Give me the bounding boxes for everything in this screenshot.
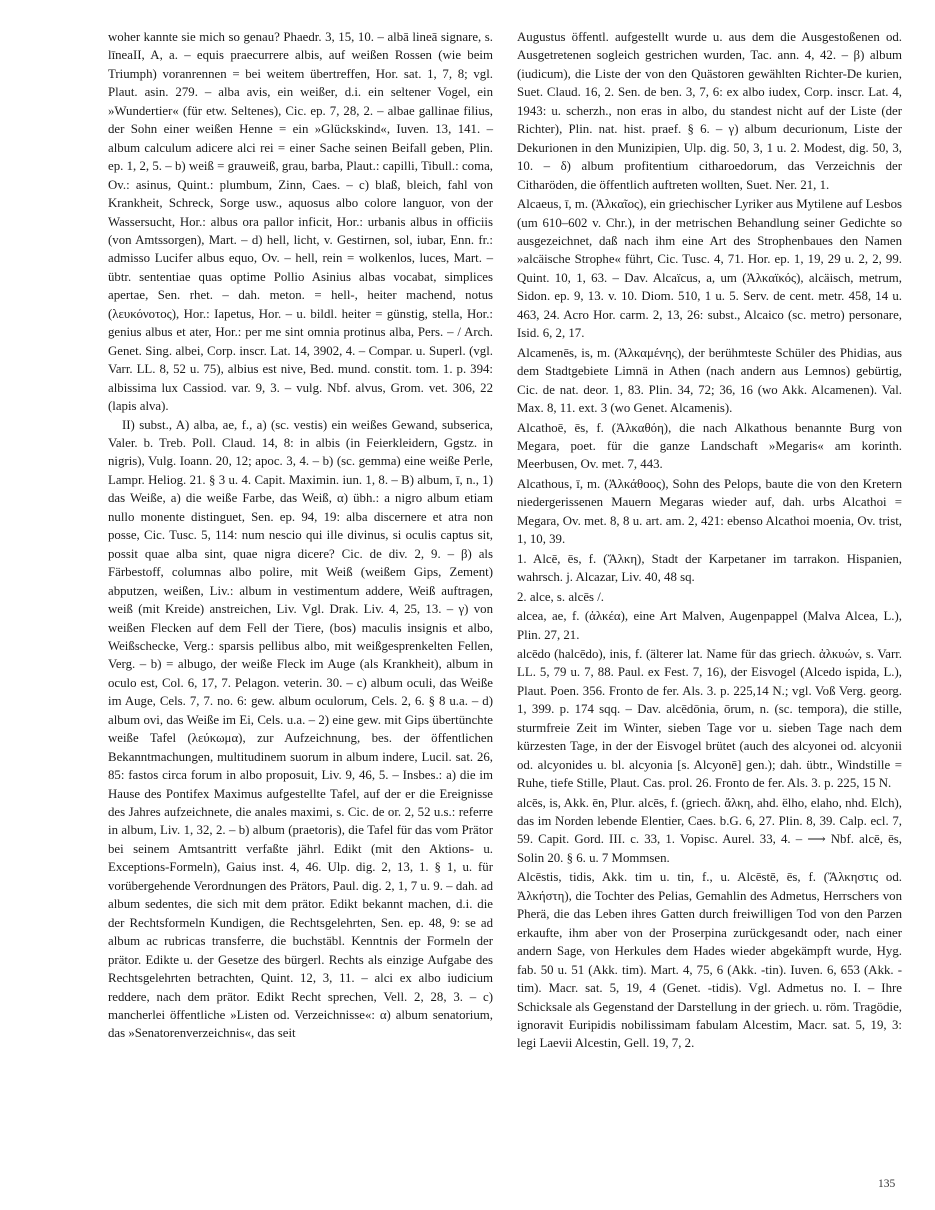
entry-continuation: Augustus öffentl. aufgestellt wurde u. aus dem die Ausgestoßenen od. Ausgetretenen sogleich gestrichen wurden, Tac. ann. 4, 42. – β) album (iudicum), die Liste der von den Quästoren gewählten Richter-De kurien, Suet. Claud. 16, 2. Sen. de ben. 3, 7, 6: ex albo iudex, Corp. inscr. Lat. 4, 1943: u. scherzh., non eras in albo, du standest nicht auf der Liste (der Richter), Plin. nat. hist. praef. § 6. – γ) album decurionum, Liste der Dekurionen in den Munizipien, Ulp. dig. 50, 3, 1 u. 2. Modest, dig. 50, 3, 10. – δ) album profitentium citharoedorum, das Verzeichnis der Citharöden, die öffentlich auftreten wollten, Suet. Ner. 21, 1. (517, 30, 902, 192)
entry-continuation: woher kannte sie mich so genau? Phaedr. 3, 15, 10. – albā lineā signare, s. līneaII, A, a. – equis praecurrere albis, auf weißen Rossen (wie beim Triumph) voranrennen = bei weitem übertreffen, Hor. sat. 1, 7, 8; vgl. Plaut. asin. 279. – alba avis, ein weißer, d.i. ein seltener Vogel, ein »Wundertier« (für etw. Seltenes), Cic. ep. 7, 28, 2. – albae gallinae filius, der Sohn einer weißen Henne = ein »Glückskind«, Iuven. 13, 141. – album calculum adicere alci rei = einer Sache seinen Beifall geben, Plin. ep. 1, 2, 5. – b) weiß = grauweiß, grau, barba, Plaut.: capilli, Tibull.: coma, Ov.: asinus, Quint.: plumbum, Zinn, Caes. – c) blaß, bleich, fahl von Krankheit, Schreck, Sorge usw., aquosus albo colore languor, von der Wassersucht, Hor.: albus ora pallor inficit, Hor.: urbanis albus in officiis (von Amtssorgen), Mart. – d) hell, licht, v. Gestirnen, sol, iubar, Enn. fr.: admisso Lucifer albus equo, Ov. – hell, rein = wolkenlos, luces, Mart. – übtr. sententiae quas optime Pollio Asinius albas vocabat, simplices apertae, Sen. rhet. – dah. meton. = hell-, heiter machend, notus (λευκόνοτος), Hor.: Iapetus, Hor. – u. bildl. heiter = günstig, stella, Hor.: genius albus et ater, Hor.: per me sint omnia protinus alba, Pers. – / Arch. Genet. Sing. albei, Corp. inscr. Lat. 14, 3902, 4. – Compar. u. Superl. (vgl. Varr. LL. 8, 52 u. 75), albius est nive, Bed. mund. constit. tom. 1. p. 394: albissima lux Cassiod. var. 9, 3. – vulg. Nbf. alvus, Grom. vet. 306, 22 (lapis alva). (108, 30, 493, 414)
entry-alcamenes: Alcamenēs, is, m. (Ἀλκαμένης), der berühmteste Schüler des Phidias, aus dem Stadtgebiete Limnä in Athen (nach andern aus Lemnos) gebürtig, Cic. de nat. deor. 1, 83. Plin. 34, 72; 36, 16 (wo Akk. Alcamenen). Val. Max. 8, 11. ext. 3 (wo Genet. Alcamenis). (517, 345, 902, 416)
entry-alcestis: Alcēstis, tidis, Akk. tim u. tin, f., u. Alcēstē, ēs, f. (Ἄλκηστις od. Ἀλκήστη), die Tochter des Pelias, Gemahlin des Admetus, Herrschers von Pherä, die das Leben ihres Gatten durch freiwilligen Tod von den Parzen erkaufte, ihm aber von der Proserpina zurückgesandt oder, nach einer andern Sage, von Herkules dem Hades wieder abgekämpft wurde, Hyg. fab. 50 u. 51 (Akk. tim). Mart. 4, 75, 6 (Akk. -tin). Iuven. 6, 653 (Akk. -tim). Macr. sat. 5, 19, 4 (Genet. -tidis). Vgl. Admetus no. I. – Ihre Schicksale als Gegenstand der Darstellung in der griech. u. röm. Tragödie, ignoravit Euripidis nobilissimam fabulam Alcestim, Macr. sat. 5, 19, 3: legi Laevii Alcestin, Gell. 19, 7, 2. (517, 870, 902, 1051)
entry-alce-1: 1. Alcē, ēs, f. (Ἄλκη), Stadt der Karpetaner im tarrakon. Hispanien, wahrsch. j. Alcazar, Liv. 40, 48 sq. (517, 551, 902, 585)
entry-alcathoe: Alcathoē, ēs, f. (Ἀλκαθόη), die nach Alkathous benannte Burg von Megara, poet. für die ganze Landschaft »Megaris« am korinth. Meerbusen, Ov. met. 7, 443. (517, 420, 902, 472)
page-number: 135 (878, 1178, 896, 1190)
left-column (108, 28, 493, 1043)
right-column (517, 28, 902, 1053)
entry-alce-2: 2. alce, s. alcēs /. (517, 589, 605, 604)
entry-alcea: alcea, ae, f. (ἀλκέα), eine Art Malven, Augenpappel (Malva Alcea, L.), Plin. 27, 21. (517, 609, 902, 642)
entry-alcedo: alcēdo (halcēdo), inis, f. (älterer lat. Name für das griech. ἀλκυών, s. Varr. LL. 5, 79 u. 7, 88. Paul. ex Fest. 7, 16), der Eisvogel (Alcedo ispida, L.), Plaut. Poen. 356. Fronto de fer. Als. 3. p. 225,14 N.; vgl. Voß Verg. georg. 1, 399. p. 174 sqq. – Dav. alcēdōnia, ōrum, n. (sc. tempora), die stille, sturmfreie Zeit im Winter, sieben Tage vor u. sieben Tage nach dem kürzesten Tage, in der der Eisvogel brütet (auch des alcyonei od. alcyonii od. alcyonides u. bl. alcyonia [s. Alcyonē] gen.); dah. übtr., Windstille = Ruhe, tiefe Stille, Plaut. Cas. prol. 26. Fronto de fer. Als. 3. p. 225, 15 N. (517, 646, 902, 791)
entry-section-substantive: II) subst., A) alba, ae, f., a) (sc. vestis) ein weißes Gewand, subserica, Valer. b. Treb. Poll. Claud. 14, 8: in albis (in Feierkleidern, Ggstz. in nigris), Vulg. Ioann. 20, 12; apoc. 3, 4. – b) (sc. gemma) eine weiße Perle, Lampr. Heliog. 21. § 3 u. 4. Capit. Maximin. iun. 1, 8. – B) album, ī, n., 1) das Weiße, a) die weiße Farbe, das Weiß, α) übh.: a nigro album etiam nullo monente distinguet, Sen. ep. 94, 19: alba discernere et atra non posse, Cic. Tusc. 5, 114: num nescio qui ille divinus, si oculis captus sit, possit quae alba sint, quae nigra dicere? Cic. de div. 2, 9. – β) als Färbestoff, columnas albo polire, mit Weiß (weißem Gips, Zement) abputzen, weißen, Liv.: album in vestimentum addere, Weiß auftragen, weiß (mit Kreide) anstreichen, Liv. Vgl. Drak. Liv. 4, 25, 13. – γ) von weißen Flecken auf dem Fell der Tiere, (bos) maculis insignis et albo, Weißschecke, Verg.: sparsis pellibus albo, mit weißgesprenkelten Fellen, Verg. – b) = albugo, der weiße Fleck im Auge (als Krankheit), album in oculo est, Col. 6, 17, 7. Pelagon. veterin. 30. – c) album oculi, das Weiße im Auge, Cels. 7, 7. no. 6: gew. album oculorum, Cels. 2, 6. § 8 u.a. – d) album ovi, das Weiße im Ei, Cels. u.a. – 2) eine gew. mit Gips übertünchte weiße Tafel (λεύκωμα), zur Aufzeichnung, bes. der öffentlichen Bekanntmachungen, multitudinem suorum in album indere, Lucil. sat. 26, 85: fastos circa forum in albo proposuit, Liv. 9, 46, 5. – Insbes.: a) die im Hause des Pontifex Maximus aufgestellte Tafel, auf der er die Ereignisse des Jahres aufzeichnete, die anales maximi, s. Cic. de or. 2, 52 u.s.: referre in album, Liv. 1, 32, 2. – b) album (praetoris), die Tafel für das vom Prätor bei seinem Amtsantritt verfaßte jährl. Edikt (mit den Aktions- u. Exceptions-Formeln), Gaius inst. 4, 46. Ulp. dig. 2, 13, 1. § 1, u. für vorübergehende Verordnungen des Prätors, Paul. dig. 2, 1, 7 u. 9. – dah. ad album sedentes, die sich mit dem prätor. Edikt bekannt machen, d.i. die der Rechtsformeln Kundigen, die Rechtsgelehrten, Sen. ep. 48, 9: se ad album ac rubricas transferre, die buchstäbl. Kenntnis der Formeln der prätor. Edikte u. der Gesetze des bürgerl. Rechts als einzige Aufgabe des Rechtsgelehrten betrachten, Quint. 12, 3, 11. – alci ex albo iudicium reddere, nach dem prätor. Edikt Recht sprechen, Vell. 2, 28, 3. – c) mancherlei öffentliche »Listen od. Verzeichnisse«: α) album senatorium, das »Senatorenverzeichnis«, das seit (108, 417, 493, 1041)
entry-alcaeus: Alcaeus, ī, m. (Ἀλκαῖος), ein griechischer Lyriker aus Mytilene auf Lesbos (um 610–602 v. Chr.), in der metrischen Behandlung seiner Gedichte so ausgezeichnet, daß nach ihm eine Art des Strophenbaues den Namen »alcäische Strophe« führt, Cic. Tusc. 4, 71. Hor. ep. 1, 19, 29 u. 2, 2, 99. Quint. 10, 1, 63. – Dav. Alcaïcus, a, um (Ἀλκαϊκός), alcäisch, metrum, Sidon. ep. 9, 13. v. 10. Diom. 510, 1 u. 5. Serv. de cent. metr. 458, 14 u. 463, 24. Acro Hor. carm. 2, 13, 26: subst., Alcaico (sc. metro) personare, Isid. 6, 2, 17. (517, 197, 902, 341)
entry-alcathous: Alcathous, ī, m. (Ἀλκάθοος), Sohn des Pelops, baute die von den Kretern niedergerissenen Mauern Megaras wieder auf, dah. urbs Alcathoi = Megara, Ov. met. 8, 8 u. art. am. 2, 421: ebenso Alcathoi moenia, Ov. trist, 1, 10, 39. (517, 476, 902, 547)
entry-alces: alcēs, is, Akk. ēn, Plur. alcēs, f. (griech. ἄλκη, ahd. ëlho, elaho, nhd. Elch), das im Norden lebende Elentier, Caes. b.G. 6, 27. Plin. 8, 39. Calp. ecl. 7, 59. Capit. Gord. III. c. 33, 1. Vopisc. Aurel. 33, 4. – ⟶ Nbf. alcē, ēs, Solin 20. § 6. u. 7 Mommsen. (517, 795, 902, 865)
